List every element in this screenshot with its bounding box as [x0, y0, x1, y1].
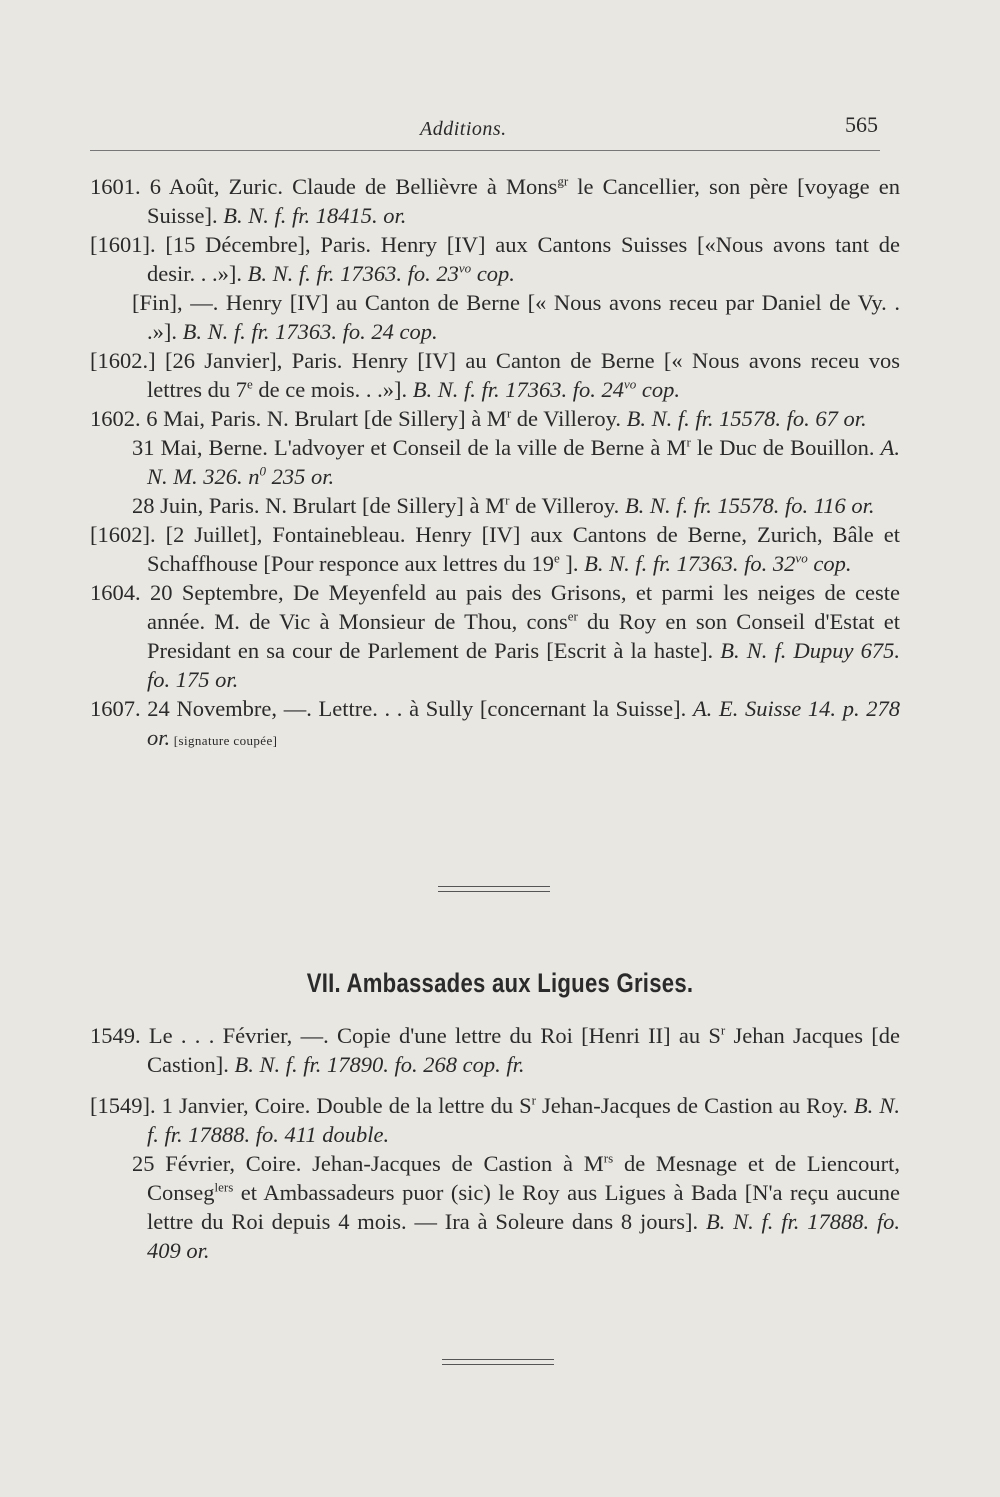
entry-reference: B. N. f. fr. 15578. fo. 116 or. [624, 493, 875, 518]
entry-reference-superscript: vo [624, 376, 637, 392]
entry-1602-juillet [90, 520, 900, 578]
entry-reference: A. N. M. 326. n [147, 435, 900, 489]
entry-date: 25 Février, [132, 1151, 235, 1176]
entry-reference: B. N. f. fr. 18415. or. [223, 203, 407, 228]
entry-superscript: r [720, 1022, 726, 1038]
entry-text: de Mesnage et de Liencourt, Conseg [147, 1151, 900, 1205]
entry-text: Henry [IV] au Canton de Berne [« Nous avons receu par Daniel de Vy. . .»]. [147, 290, 901, 344]
entry-note: [signature coupée] [170, 733, 278, 748]
entry-text: 1 Janvier, Coire. Double de la lettre du S [155, 1093, 532, 1118]
entry-date: 31 Mai, [132, 435, 203, 460]
section-divider [438, 886, 550, 892]
entry-text: Le . . . Février, —. Copie d'une lettre du Roi [Henri II] au S [140, 1023, 721, 1048]
entries-list-section-7 [90, 1021, 900, 1265]
entry-text: [2 Juillet], Fontainebleau. Henry [IV] aux Cantons de Berne, Zurich, Bâle et Schaffhouse [Pour responce aux lettres du 19 [147, 522, 900, 576]
entry-25-fevrier [90, 1149, 900, 1265]
entry-date: 28 Juin, [132, 493, 204, 518]
header-rule [90, 150, 880, 151]
entry-reference: 235 or. [266, 464, 335, 489]
entry-text: ]. [559, 551, 585, 576]
entry-date: [Fin], —. [132, 290, 219, 315]
entry-date: [1602]. [90, 522, 156, 547]
entry-reference: B. N. f. fr. 17890. fo. 268 cop. fr. [234, 1052, 525, 1077]
entries-list [90, 172, 900, 755]
entry-text: [15 Décembre], Paris. Henry [IV] aux Cantons Suisses [«Nous avons tant de desir. . .»]. [147, 232, 900, 286]
entry-text: Paris. N. Brulart [de Sillery] à M [203, 493, 506, 518]
entry-date: [1549]. [90, 1093, 156, 1118]
entry-reference: A. E. Suisse 14. p. 278 or. [147, 696, 900, 750]
entry-1601-aout [90, 172, 900, 230]
entry-superscript: r [505, 492, 510, 508]
entry-date: [1602.] [90, 348, 156, 373]
end-divider [442, 1359, 554, 1365]
entry-superscript: gr [557, 173, 569, 189]
entry-text: du Roy en son Conseil d'Estat et Presidant en sa cour de Parlement de Paris [Escrit à la haste]. [147, 609, 900, 663]
entry-text: [26 Janvier], Paris. Henry [IV] au Canton de Berne [« Nous avons receu vos lettres du 7 [147, 348, 900, 402]
entry-fin [90, 288, 900, 346]
entry-1607 [90, 694, 900, 755]
entry-date: [1601]. [90, 232, 156, 257]
entry-reference: B. N. f. fr. 17363. fo. 24 cop. [182, 319, 438, 344]
entry-superscript: r [686, 434, 691, 450]
entry-text: et Ambassadeurs puor (sic) le Roy aus Ligues à Bada [N'a reçu aucune lettre du Roi depuis 4 mois. — Ira à Soleure dans 8 jours]. [147, 1180, 900, 1234]
entry-text: Jehan Jacques [de Castion]. [147, 1023, 900, 1077]
entry-reference: B. N. f. Dupuy 675. fo. 175 or. [147, 638, 900, 692]
entry-reference: cop. [636, 377, 681, 402]
entry-date: 1601. [90, 174, 141, 199]
entry-reference-superscript: vo [795, 550, 808, 566]
running-title: Additions. [420, 118, 507, 140]
entry-superscript: rs [603, 1150, 614, 1166]
entry-reference: B. N. f. fr. 17363. fo. 32 [584, 551, 796, 576]
entry-1604 [90, 578, 900, 694]
entry-text: de Villeroy. [509, 493, 625, 518]
entry-reference: B. N. f. fr. 17363. fo. 23 [247, 261, 459, 286]
entry-reference: B. N. f. fr. 17888. fo. 409 or. [147, 1209, 900, 1263]
page-header [90, 112, 880, 152]
entry-superscript: r [506, 405, 512, 421]
entry-reference: B. N. f. fr. 17363. fo. 24 [412, 377, 625, 402]
entry-reference: cop. [471, 261, 515, 286]
entry-reference-superscript: 0 [259, 463, 266, 479]
entry-reference: cop. [807, 551, 852, 576]
entry-superscript: lers [214, 1179, 234, 1195]
entry-text: 6 Août, Zuric. Claude de Bellièvre à Mons [140, 174, 558, 199]
entry-text: le Duc de Bouillon. [690, 435, 881, 460]
section-heading: VII. Ambassades aux Ligues Grises. [306, 968, 694, 998]
entry-28-juin [90, 491, 900, 520]
entry-superscript: r [531, 1092, 536, 1108]
entry-date: 1549. [90, 1023, 141, 1048]
entry-date: 1602. [90, 406, 141, 431]
entry-31-mai [90, 433, 900, 491]
entry-text: 20 Septembre, De Meyenfeld au pais des Grisons, et parmi les neiges de ceste année. M. de Vic à Monsieur de Thou, cons [140, 580, 900, 634]
entry-1549-fevrier [90, 1021, 900, 1079]
entry-text: de ce mois. . .»]. [252, 377, 413, 402]
entry-text: de Villeroy. [511, 406, 627, 431]
entry-reference: B. N. f. fr. 15578. fo. 67 or. [626, 406, 867, 431]
entry-text: 24 Novembre, —. Lettre. . . à Sully [concernant la Suisse]. [140, 696, 693, 721]
entry-text: Jehan-Jacques de Castion au Roy. [535, 1093, 854, 1118]
entry-1601-decembre [90, 230, 900, 288]
entry-1602-janvier [90, 346, 900, 404]
entry-1549-janvier [90, 1091, 900, 1149]
page-number: 565 [845, 112, 878, 137]
entry-superscript: e [553, 550, 560, 566]
entry-date: 1604. [90, 580, 141, 605]
entry-reference-superscript: vo [458, 260, 472, 276]
entry-text: 6 Mai, Paris. N. Brulart [de Sillery] à M [140, 406, 507, 431]
entry-text: le Cancellier, son père [voyage en Suisse]. [147, 174, 900, 228]
entry-text: Coire. Jehan-Jacques de Castion à M [234, 1151, 604, 1176]
entry-text: Berne. L'advoyer et Conseil de la ville de Berne à M [202, 435, 687, 460]
entry-1602-mai [90, 404, 900, 433]
entry-reference: B. N. f. fr. 17888. fo. 411 double. [147, 1093, 900, 1147]
entry-superscript: e [246, 376, 253, 392]
entry-superscript: er [567, 608, 578, 624]
entry-date: 1607. [90, 696, 141, 721]
